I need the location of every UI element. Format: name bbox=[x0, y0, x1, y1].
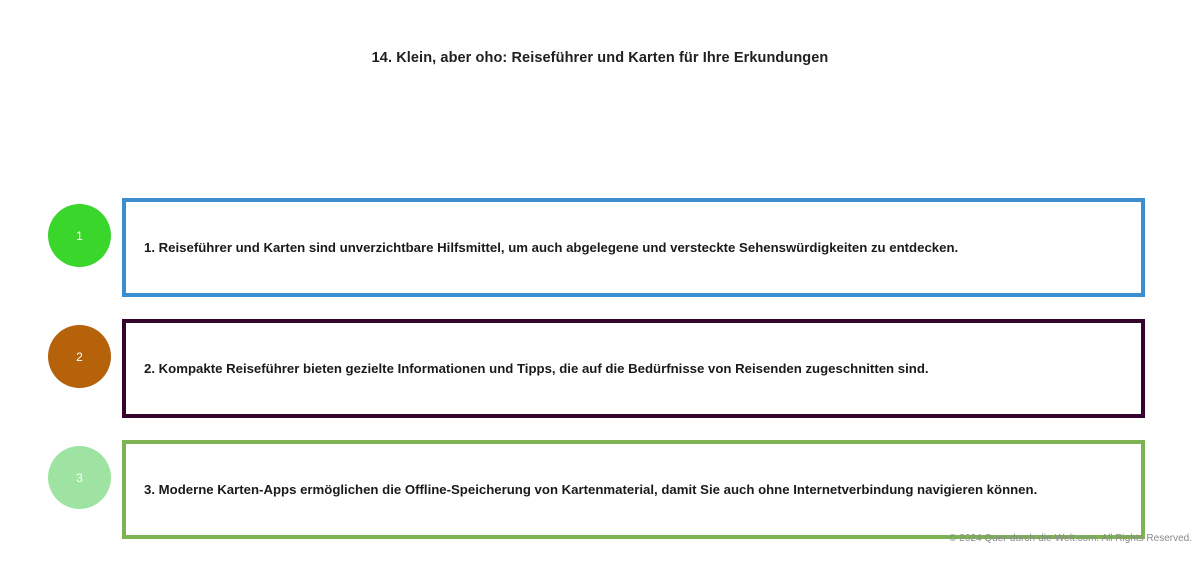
list-item bbox=[0, 319, 1200, 419]
bullet-number-label: 3 bbox=[76, 470, 83, 485]
list-item bbox=[0, 440, 1200, 540]
content-card-2 bbox=[122, 319, 1145, 418]
list-item bbox=[0, 198, 1200, 298]
content-card-3 bbox=[122, 440, 1145, 539]
content-card-text: 2. Kompakte Reiseführer bieten gezielte Informationen und Tipps, die auf die Bedürfnisse von Reisenden zugeschnitten sind. bbox=[144, 360, 929, 376]
bullet-number-1 bbox=[48, 204, 111, 267]
copyright-footer: © 2024 Quer-durch-die-Welt.com. All Rights Reserved. bbox=[949, 533, 1192, 544]
page-title: 14. Klein, aber oho: Reiseführer und Karten für Ihre Erkundungen bbox=[371, 50, 829, 66]
content-card-1 bbox=[122, 198, 1145, 297]
bullet-number-label: 2 bbox=[76, 349, 83, 364]
bullet-number-2 bbox=[48, 325, 111, 388]
bullet-number-3 bbox=[48, 446, 111, 509]
bullet-number-label: 1 bbox=[76, 228, 83, 243]
content-card-text: 3. Moderne Karten-Apps ermöglichen die Offline-Speicherung von Kartenmaterial, damit Sie auch ohne Internetverbindung navigieren können. bbox=[144, 481, 1038, 497]
content-card-text: 1. Reiseführer und Karten sind unverzichtbare Hilfsmittel, um auch abgelegene und versteckte Sehenswürdigkeiten zu entdecken. bbox=[144, 239, 959, 255]
bullet-rows-list bbox=[0, 198, 1200, 561]
